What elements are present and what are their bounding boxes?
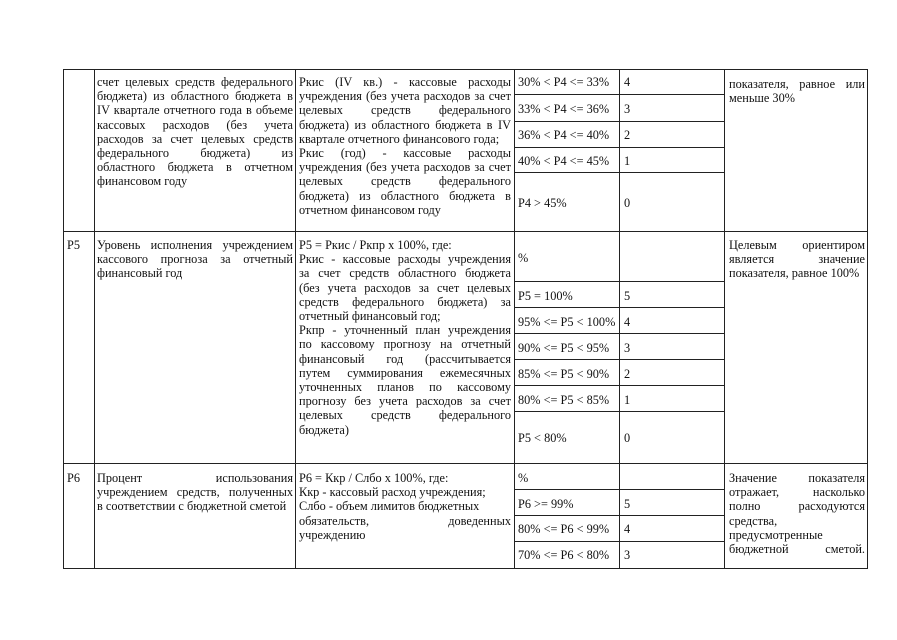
criterion-range: 40% < Р4 <= 45% <box>518 154 610 168</box>
criterion-score: 3 <box>624 102 631 116</box>
criterion-range: 95% <= Р5 < 100% <box>518 315 616 329</box>
indicator-code-p6: Р6 <box>67 471 80 485</box>
table-border <box>724 69 725 569</box>
formula-p4: Ркис (IV кв.) - кассовые расходы учреждения (без учета расходов за счет целевых средств федерального бюджета) из областного бюджета в IV квартале отчетного финансового года; Ркис (год) - кассовые расходы учреждения (без учета расходов за счет целевых средств федерального бюджета) из областного бюджета в отчетном финансовом году <box>299 75 511 217</box>
table-border <box>514 385 725 386</box>
indicator-name-p5: Уровень исполнения учреждением кассового прогноза за отчетный финансовый год <box>97 238 293 281</box>
table-border <box>63 568 868 569</box>
table-border <box>514 333 725 334</box>
criterion-range: 36% < Р4 <= 40% <box>518 128 610 142</box>
table-border <box>514 541 725 542</box>
indicator-code-p5: Р5 <box>67 238 80 252</box>
criterion-range: 70% <= Р6 < 80% <box>518 548 610 562</box>
criterion-score: 2 <box>624 367 631 381</box>
criterion-range: 85% <= Р5 < 90% <box>518 367 610 381</box>
table-border <box>514 94 725 95</box>
table-border <box>514 147 725 148</box>
table-border <box>63 69 64 569</box>
table-border <box>867 69 868 569</box>
criterion-range: 30% < Р4 <= 33% <box>518 75 610 89</box>
table-border <box>63 69 868 70</box>
table-border <box>94 69 95 569</box>
criterion-score: 5 <box>624 497 631 511</box>
criterion-score: 3 <box>624 548 631 562</box>
criterion-score: 0 <box>624 431 631 445</box>
table-border <box>514 121 725 122</box>
table-border <box>514 359 725 360</box>
criterion-range: 80% <= Р5 < 85% <box>518 393 610 407</box>
criterion-range: Р5 < 80% <box>518 431 567 445</box>
criterion-score: 4 <box>624 522 631 536</box>
criterion-score: 4 <box>624 75 631 89</box>
criterion-score: 3 <box>624 341 631 355</box>
criterion-range: Р6 >= 99% <box>518 497 574 511</box>
table-border <box>514 281 725 282</box>
table-border <box>514 489 725 490</box>
criterion-score: 1 <box>624 154 631 168</box>
criterion-score: 5 <box>624 289 631 303</box>
criterion-range: Р4 > 45% <box>518 196 567 210</box>
criterion-unit: % <box>518 251 529 265</box>
criterion-range: 33% < Р4 <= 36% <box>518 102 610 116</box>
note-p5: Целевым ориентиром является значение показателя, равное 100% <box>729 238 865 281</box>
criterion-score: 1 <box>624 393 631 407</box>
table-border <box>63 231 868 232</box>
formula-p5: Р5 = Ркис / Ркпр x 100%, где: Ркис - кассовые расходы учреждения за счет средств областного бюджета (без учета расходов за счет целевых средств федерального бюджета) за отчетный финансовый год; Ркпр - уточненный план учреждения по кассовому прогнозу на отчетный финансовый год (рассчитывается путем суммирования ежемесячных уточненных планов по кассовому прогнозу без учета расходов за счет целевых средств федерального бюджета) <box>299 238 511 437</box>
note-p4: показателя, равное или меньше 30% <box>729 77 865 106</box>
criterion-score: 4 <box>624 315 631 329</box>
table-border <box>514 515 725 516</box>
criterion-range: 80% <= Р6 < 99% <box>518 522 610 536</box>
criterion-score: 0 <box>624 196 631 210</box>
criterion-unit: % <box>518 471 529 485</box>
table-border <box>514 411 725 412</box>
indicator-name-p4: счет целевых средств федерального бюджета) из областного бюджета в IV квартале отчетного года в объеме кассовых расходов (без учета расходов за счет целевых средств федерального бюджета) из областного бюджета в отчетном финансовом году <box>97 75 293 189</box>
table-border <box>63 463 868 464</box>
indicator-name-p6: Процент использования учреждением средств, полученных в соответствии с бюджетной сметой <box>97 471 293 514</box>
table-border <box>514 69 515 569</box>
formula-p6: Р6 = Ккр / Слбо x 100%, где: Ккр - кассовый расход учреждения; Слбо - объем лимитов бюджетных обязательств, доведенных учреждению <box>299 471 511 542</box>
table-border <box>295 69 296 569</box>
criterion-range: 90% <= Р5 < 95% <box>518 341 610 355</box>
criterion-score: 2 <box>624 128 631 142</box>
note-p6: Значение показателя отражает, насколько полно расходуются средства, предусмотренные бюджетной сметой. <box>729 471 865 557</box>
table-border <box>514 307 725 308</box>
table-border <box>619 69 620 569</box>
table-border <box>514 172 725 173</box>
criterion-range: Р5 = 100% <box>518 289 573 303</box>
